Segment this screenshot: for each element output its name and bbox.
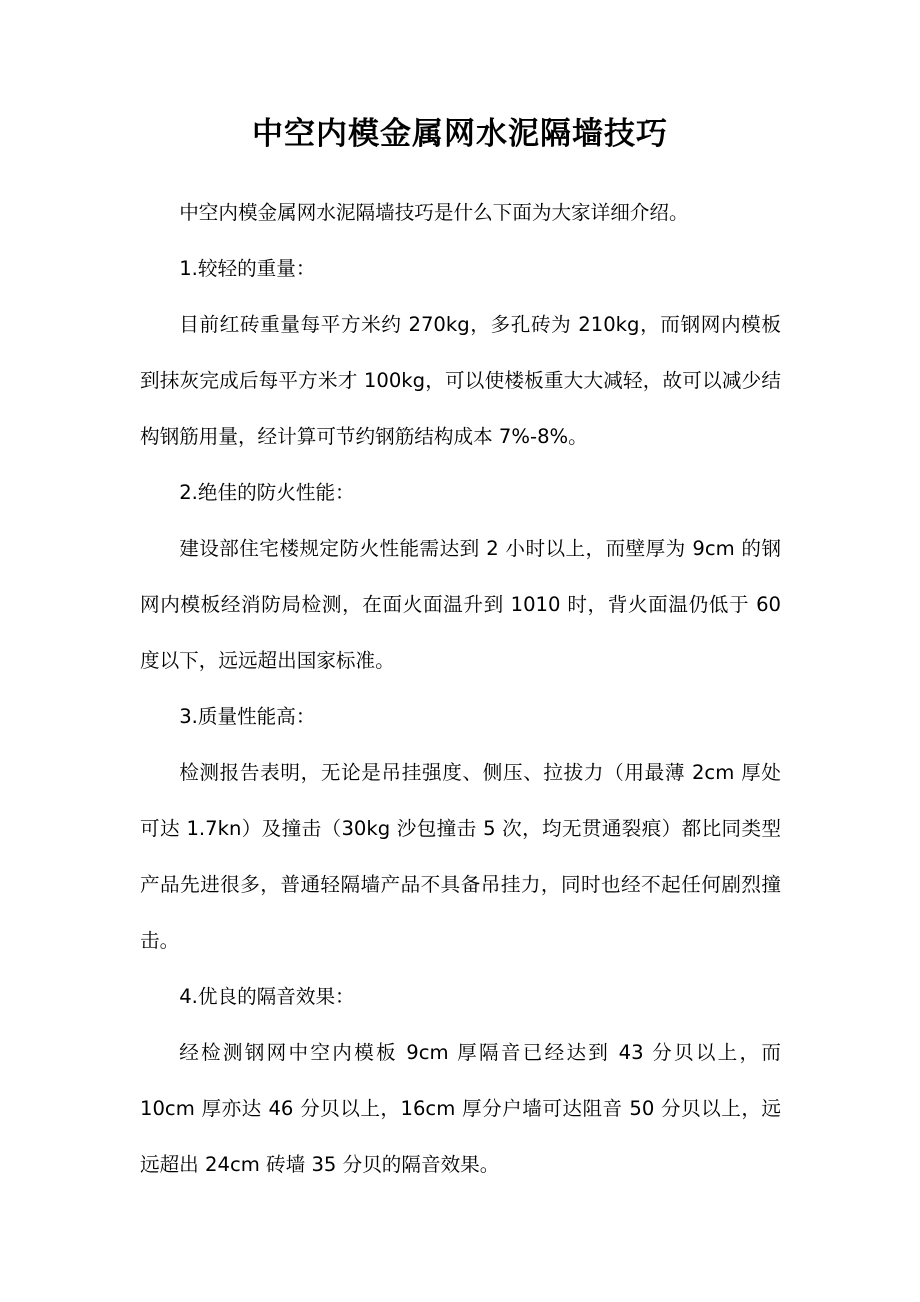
paragraph-light-weight: 目前红砖重量每平方米约 270kg，多孔砖为 210kg，而钢网内模板到抹灰完成后每平方米才 100kg，可以使楼板重大大减轻，故可以减少结构钢筋用量，经计算可节约钢筋结构成本 7%-8%。 xyxy=(140,313,781,448)
paragraph-sound-insulation: 经检测钢网中空内模板 9cm 厚隔音已经达到 43 分贝以上，而 10cm 厚亦达 46 分贝以上，16cm 厚分户墙可达阻音 50 分贝以上，远远超出 24cm 砖墙 35 分贝的隔音效果。 xyxy=(140,1041,781,1176)
paragraph-quality-performance: 检测报告表明，无论是吊挂强度、侧压、拉拔力（用最薄 2cm 厚处可达 1.7kn）及撞击（30kg 沙包撞击 5 次，均无贯通裂痕）都比同类型产品先进很多，普通轻隔墙产品不具备吊挂力，同时也经不起任何剧烈撞击。 xyxy=(140,761,781,952)
heading-light-weight: 1.较轻的重量： xyxy=(179,257,316,280)
document-title: 中空内模金属网水泥隔墙技巧 xyxy=(252,116,668,152)
heading-sound-insulation: 4.优良的隔音效果： xyxy=(179,985,355,1008)
heading-quality-performance: 3.质量性能高： xyxy=(179,705,316,728)
heading-fire-resistance: 2.绝佳的防火性能： xyxy=(179,481,355,504)
paragraph-intro: 中空内模金属网水泥隔墙技巧是什么下面为大家详细介绍。 xyxy=(179,201,689,224)
document-body xyxy=(140,185,781,1193)
paragraph-fire-resistance: 建设部住宅楼规定防火性能需达到 2 小时以上，而壁厚为 9cm 的钢网内模板经消防局检测，在面火面温升到 1010 时，背火面温仍低于 60 度以下，远远超出国家标准。 xyxy=(140,537,781,672)
